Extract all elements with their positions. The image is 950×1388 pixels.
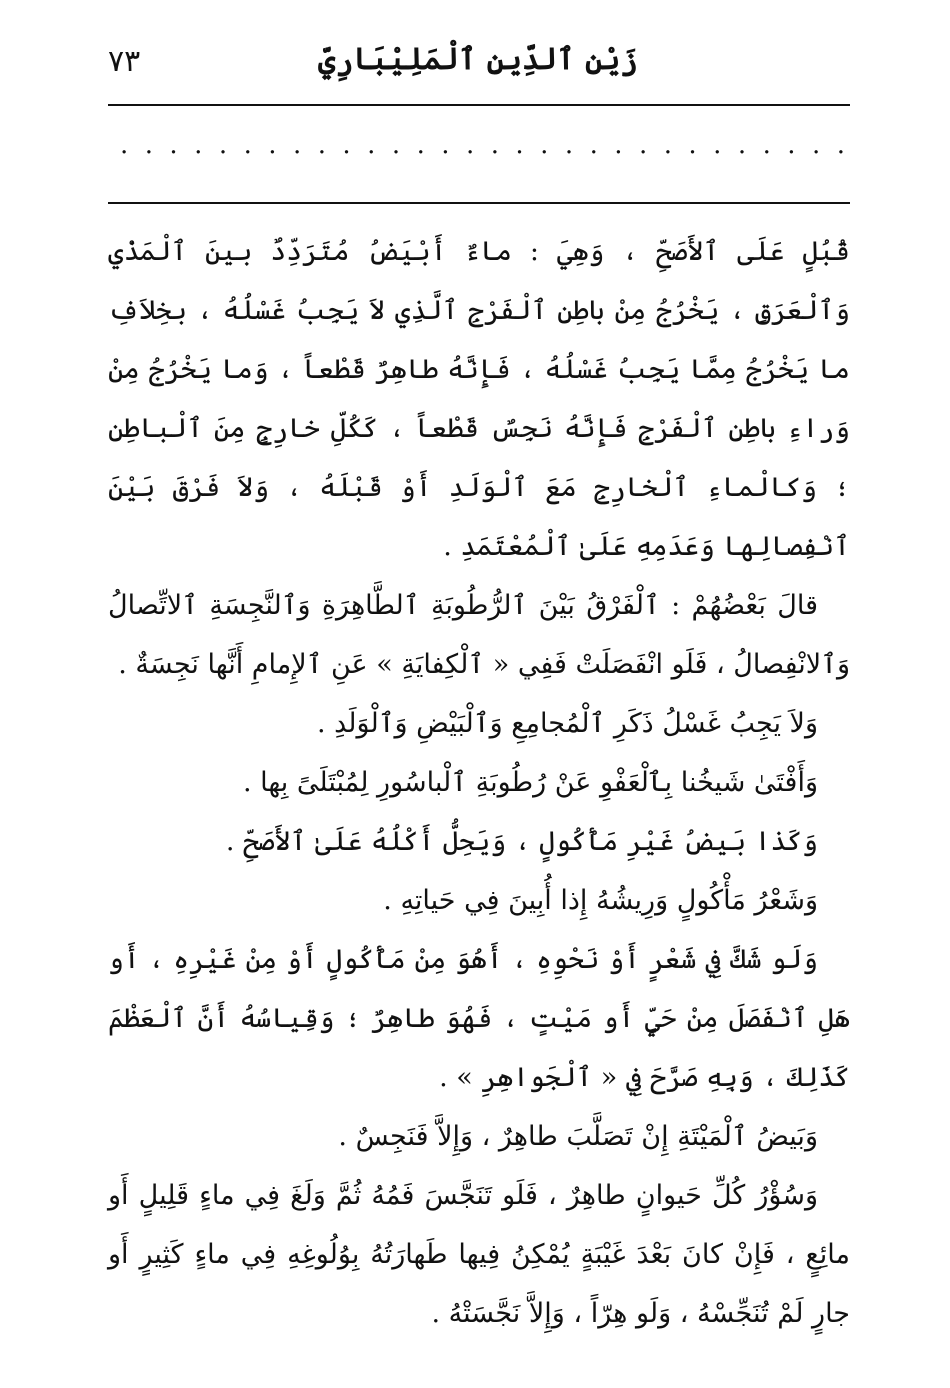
page-body: [108, 222, 850, 1343]
paragraph-6: وَشَعْرُ مَأْكُولٍ وَرِيشُهُ إِذا أُبِينَ فِي حَياتِهِ .: [383, 885, 818, 916]
running-title: زَيْن ٱلدِّينِ ٱلْمَلِيْبَارِيّ: [318, 42, 638, 77]
paragraph-5: وَكَذا بَيضُ غَيْرِ مَأْكُولٍ ، وَيَحِلُّ أَكْلُهُ عَلَىٰ ٱلأَصَحِّ .: [225, 826, 818, 857]
footnote-dots-separator: . . . . . . . . . . . . . . . . . . . . . . . . . . . . . .: [120, 130, 845, 160]
header-rule: [108, 104, 850, 106]
paragraph-7: وَلَو شَكَّ فِي شَعْرٍ أَوْ نَحْوِهِ ، أَهُوَ مِنْ مَأْكُولٍ أَوْ مِنْ غَيْرِهِ ، أَو هَلِ ٱنْفَصَلَ مِنْ حَيٍّ أَو مَيْتٍ ، فَهُوَ طاهِرٌ ؛ وَقِياسُهُ أَنَّ ٱلْعَظْمَ كَذَلِكَ ، وَبِهِ صَرَّحَ فِي « ٱلْجَواهِرِ » .: [108, 944, 850, 1093]
paragraph-2: قالَ بَعْضُهُمْ : ٱلْفَرْقُ بَيْنَ ٱلرُّطُوبَةِ ٱلطَّاهِرَةِ وَٱلنَّجِسَةِ ٱلاتِّصالُ وَٱلانْفِصالُ ، فَلَو انْفَصَلَتْ فَفِي « ٱلْكِفايَةِ » عَنِ ٱلإِمامِ أَنَّها نَجِسَةٌ .: [108, 590, 850, 680]
page-number: ٧٣: [108, 44, 141, 79]
paragraph-8: وَبَيضُ ٱلْمَيْتَةِ إِنْ تَصَلَّبَ طاهِرٌ ، وَإِلاَّ فَنَجِسٌ .: [338, 1121, 818, 1152]
running-header: [108, 38, 848, 98]
paragraph-9: وَسُؤْرُ كُلِّ حَيوانٍ طاهِرٌ ، فَلَو تَنَجَّسَ فَمُهُ ثُمَّ وَلَغَ فِي ماءٍ قَلِيلٍ أَو مائِعٍ ، فَإِنْ كانَ بَعْدَ غَيْبَةٍ يُمْكِنُ فِيها طَهارَتُهُ بِوُلُوغِهِ فِي ماءٍ كَثِيرٍ أَو جارٍ لَمْ تُنَجِّسْهُ ، وَلَو هِرّاً ، وَإِلاَّ نَجَّسَتْهُ .: [108, 1180, 850, 1329]
paragraph-3: وَلاَ يَجِبُ غَسْلُ ذَكَرِ ٱلْمُجامِعِ وَٱلْبَيْضِ وَٱلْوَلَدِ .: [316, 708, 818, 739]
paragraph-4: وَأَفْتَىٰ شَيخُنا بِٱلْعَفْوِ عَنْ رُطُوبَةِ ٱلْباسُورِ لِمُبْتَلَىً بِها .: [242, 767, 818, 798]
body-top-rule: [108, 202, 850, 204]
paragraph-1: قُبُلٍ عَلَى ٱلأَصَحِّ ، وَهِيَ : ماءٌ أَبْيَضُ مُتَرَدِّدٌ بينَ ٱلْمَذْيِ وَٱلْعَرَقِ ، يَخْرُجُ مِنْ باطِنِ ٱلْفَرْجِ ٱلَّذِي لاَ يَجِبُ غَسْلُهُ ، بخِلاَفِ ما يَخْرُجُ مِمَّا يَجِبُ غَسْلُهُ ، فَإِنَّهُ طاهِرٌ قَطْعاً ، وَما يَخْرُجُ مِنْ وَراءِ باطِنِ ٱلْفَرْجِ فَإِنَّهُ نَجِسٌ قَطْعاً ، كَكُلِّ خارِجٍ مِنَ ٱلْباطِنِ ؛ وَكالْماءِ ٱلْخارِجِ مَعَ ٱلْوَلَدِ أَوْ قَبْلَهُ ، وَلاَ فَرْقَ بَيْنَ ٱنْفِصالِها وَعَدَمِهِ عَلَىٰ ٱلْمُعْتَمَدِ .: [108, 236, 850, 562]
